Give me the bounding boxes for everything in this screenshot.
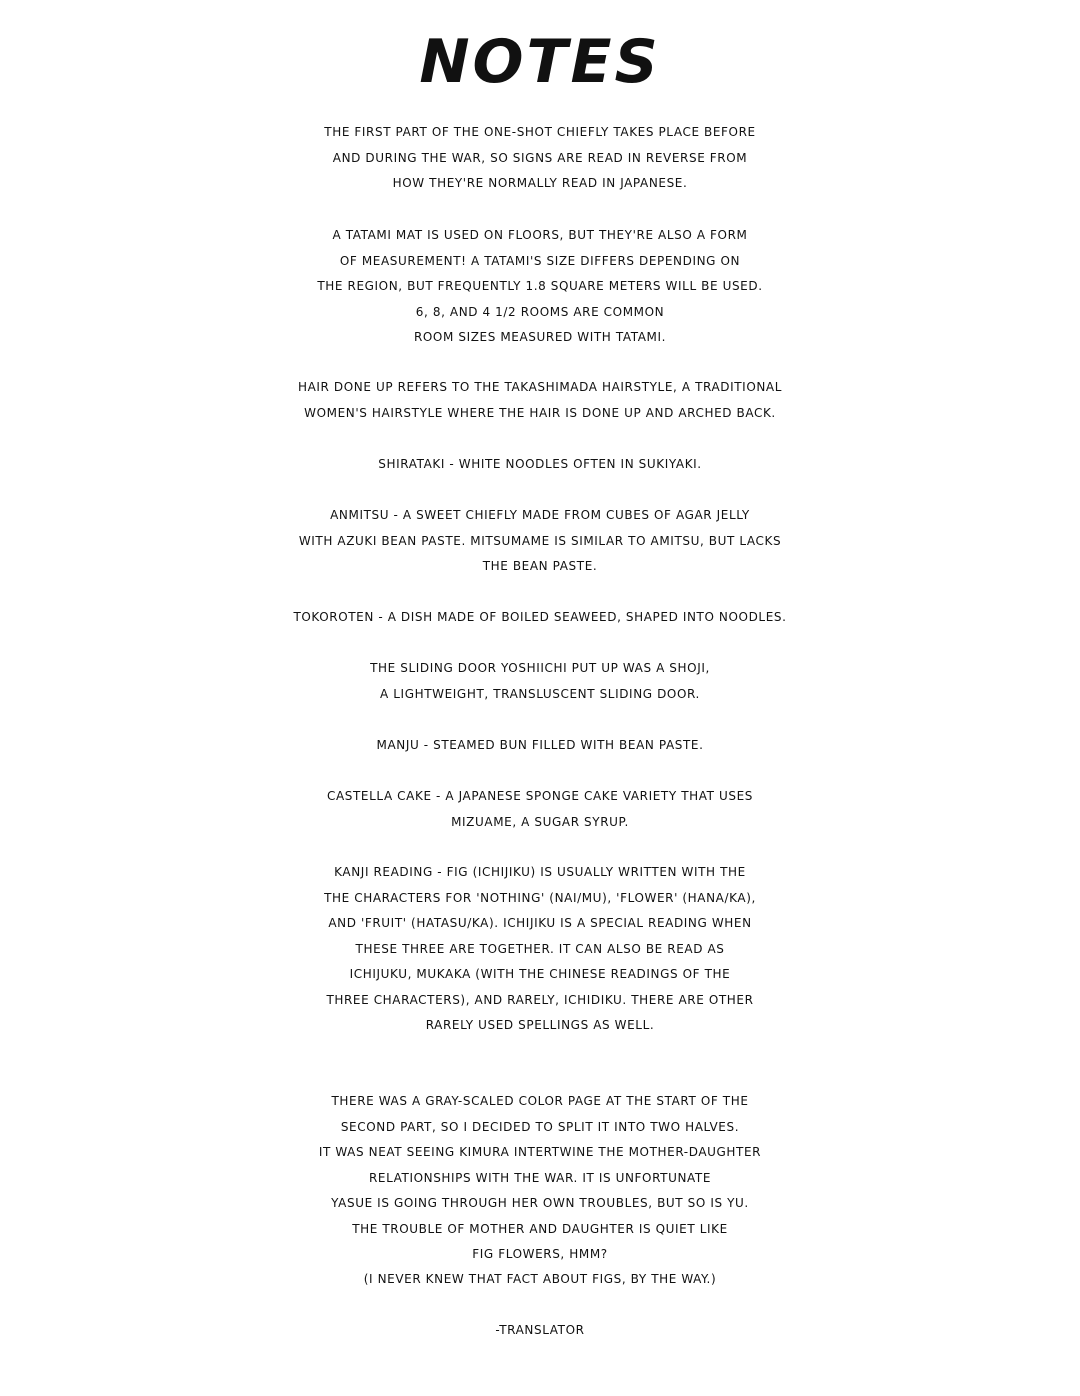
text-line: -TRANSLATOR	[495, 1323, 585, 1337]
text-line: MANJU - STEAMED BUN FILLED WITH BEAN PASTE.	[376, 738, 704, 752]
note-tatami	[0, 223, 1080, 351]
note-anmitsu	[0, 503, 1080, 580]
text-line: THE REGION, BUT FREQUENTLY 1.8 SQUARE METERS WILL BE USED.	[317, 279, 763, 293]
text-line: AND DURING THE WAR, SO SIGNS ARE READ IN REVERSE FROM	[332, 150, 748, 165]
note-shirataki	[0, 452, 1080, 478]
text-line: MIZUAME, A SUGAR SYRUP.	[451, 814, 629, 829]
translator-comment	[0, 1089, 1080, 1268]
text-line: RARELY USED SPELLINGS AS WELL.	[425, 1018, 655, 1032]
text-line: A TATAMI MAT IS USED ON FLOORS, BUT THEY'RE ALSO A FORM	[332, 228, 748, 242]
note-castella	[0, 784, 1080, 835]
text-line: HOW THEY'RE NORMALLY READ IN JAPANESE.	[392, 176, 688, 190]
text-line: OF MEASUREMENT! A TATAMI'S SIZE DIFFERS DEPENDING ON	[339, 253, 741, 268]
text-line: ICHIJUKU, MUKAKA (WITH THE CHINESE READINGS OF THE	[349, 967, 731, 981]
text-line: HAIR DONE UP REFERS TO THE TAKASHIMADA HAIRSTYLE, A TRADITIONAL	[297, 380, 783, 394]
text-line: ANMITSU - A SWEET CHIEFLY MADE FROM CUBES OF AGAR JELLY	[330, 508, 750, 522]
text-line: THERE WAS A GRAY-SCALED COLOR PAGE AT THE START OF THE	[331, 1094, 749, 1108]
text-line: TOKOROTEN - A DISH MADE OF BOILED SEAWEED, SHAPED INTO NOODLES.	[293, 610, 787, 624]
text-line: WITH AZUKI BEAN PASTE. MITSUMAME IS SIMILAR TO AMITSU, BUT LACKS	[298, 533, 782, 548]
text-line: CASTELLA CAKE - A JAPANESE SPONGE CAKE VARIETY THAT USES	[327, 789, 753, 803]
text-line: THE SLIDING DOOR YOSHIICHI PUT UP WAS A SHOJI,	[370, 661, 710, 675]
text-line: YASUE IS GOING THROUGH HER OWN TROUBLES, BUT SO IS YU.	[331, 1196, 749, 1210]
text-line: IT WAS NEAT SEEING KIMURA INTERTWINE THE MOTHER-DAUGHTER	[318, 1145, 762, 1159]
text-line: SHIRATAKI - WHITE NOODLES OFTEN IN SUKIYAKI.	[378, 457, 702, 471]
text-line: THE FIRST PART OF THE ONE-SHOT CHIEFLY TAKES PLACE BEFORE	[324, 125, 756, 139]
text-line: 6, 8, AND 4 1/2 ROOMS ARE COMMON	[415, 304, 665, 319]
text-line: THE TROUBLE OF MOTHER AND DAUGHTER IS QUIET LIKE	[352, 1221, 728, 1236]
text-line: AND 'FRUIT' (HATASU/KA). ICHIJIKU IS A SPECIAL READING WHEN	[328, 916, 752, 930]
note-manju	[0, 733, 1080, 759]
text-line: THE CHARACTERS FOR 'NOTHING' (NAI/MU), 'FLOWER' (HANA/KA),	[324, 890, 756, 905]
text-line: WOMEN'S HAIRSTYLE WHERE THE HAIR IS DONE UP AND ARCHED BACK.	[304, 405, 776, 420]
text-line: THREE CHARACTERS), AND RARELY, ICHIDIKU. THERE ARE OTHER	[326, 992, 754, 1007]
note-kanji-reading	[0, 860, 1080, 1039]
note-hairstyle	[0, 375, 1080, 426]
text-line: FIG FLOWERS, HMM?	[472, 1247, 608, 1261]
page-title: NOTES	[419, 27, 661, 97]
text-line: SECOND PART, SO I DECIDED TO SPLIT IT INTO TWO HALVES.	[340, 1119, 740, 1134]
note-reverse-signs	[0, 120, 1080, 197]
text-line: RELATIONSHIPS WITH THE WAR. IT IS UNFORTUNATE	[368, 1170, 712, 1185]
text-line: THESE THREE ARE TOGETHER. IT CAN ALSO BE READ AS	[355, 941, 725, 956]
text-line: (I NEVER KNEW THAT FACT ABOUT FIGS, BY THE WAY.)	[363, 1272, 717, 1286]
text-line: THE BEAN PASTE.	[482, 559, 598, 573]
text-line: KANJI READING - FIG (ICHIJIKU) IS USUALLY WRITTEN WITH THE	[334, 865, 746, 879]
text-line: A LIGHTWEIGHT, TRANSLUSCENT SLIDING DOOR.	[380, 686, 700, 701]
text-line: ROOM SIZES MEASURED WITH TATAMI.	[413, 330, 667, 344]
note-shoji	[0, 656, 1080, 707]
translator-aside	[0, 1267, 1080, 1293]
translator-signature	[0, 1318, 1080, 1344]
note-tokoroten	[0, 605, 1080, 631]
